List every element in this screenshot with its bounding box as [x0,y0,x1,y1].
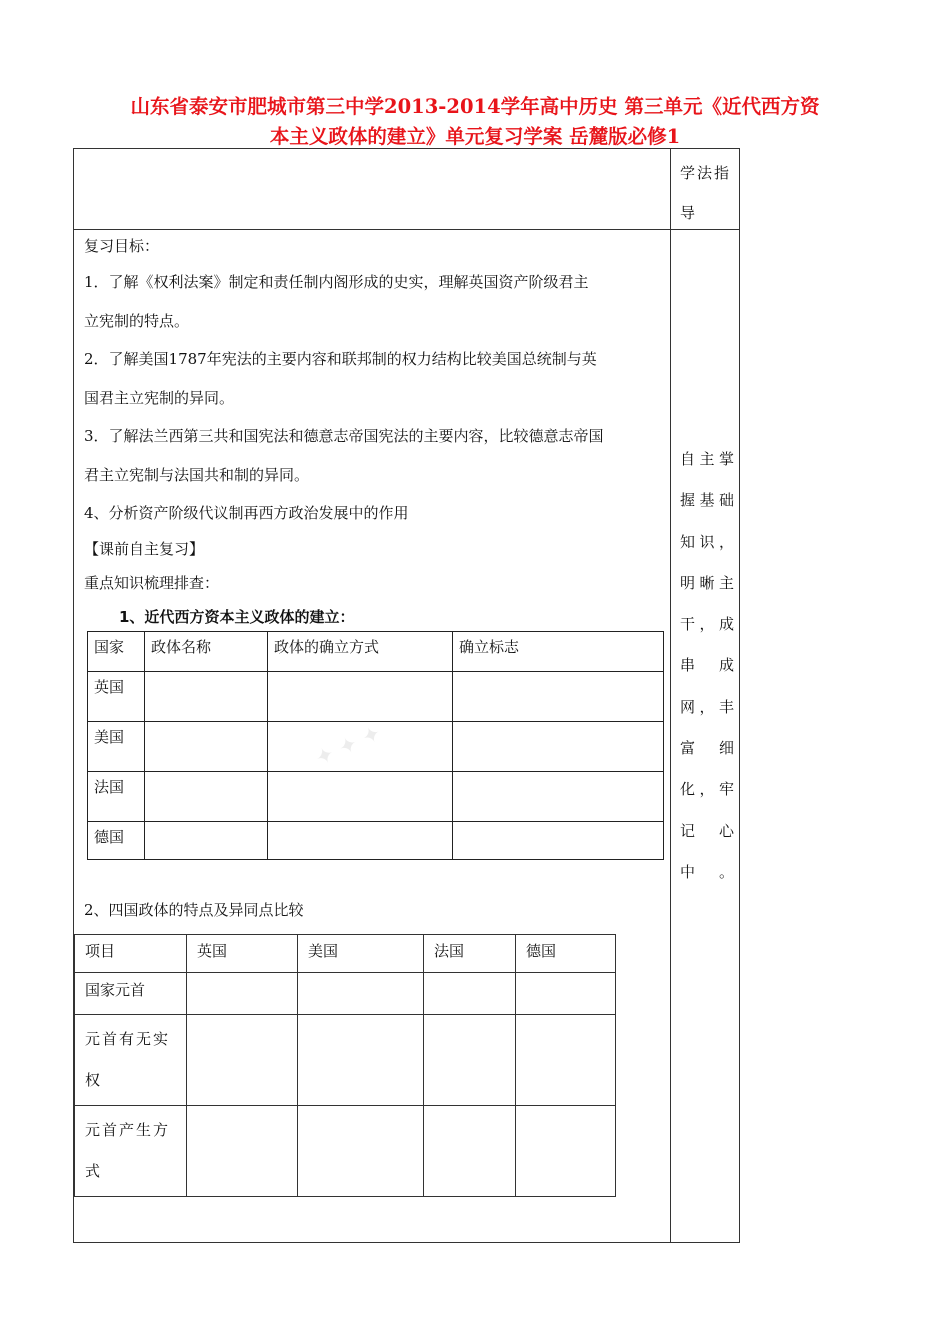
table2-item: 元首产生方式 [75,1106,187,1197]
table1-header-row [88,632,664,672]
goal-3-line-2: 君主立宪制与法国共和制的异同。 [84,466,310,484]
table-cell[interactable] [187,973,298,1015]
table-cell[interactable] [145,822,268,860]
table2-item: 元首有无实权 [75,1015,187,1106]
table-cell[interactable] [516,1015,616,1106]
table1-country: 美国 [88,722,145,772]
table-row [75,973,616,1015]
table1-country: 英国 [88,672,145,722]
table1-header: 政体的确立方式 [268,632,453,672]
table2-header: 德国 [516,935,616,973]
table-cell[interactable] [145,672,268,722]
table2-header: 法国 [424,935,516,973]
table-cell[interactable] [187,1015,298,1106]
table-cell[interactable] [187,1106,298,1197]
watermark: ✦ ✦ ✦ [311,720,386,773]
table1-title: 1、近代西方资本主义政体的建立： [119,608,355,626]
table1-country: 法国 [88,772,145,822]
goal-3-line-1: 3．了解法兰西第三共和国宪法和德意志帝国宪法的主要内容，比较德意志帝国 [84,427,604,445]
table1-header: 国家 [88,632,145,672]
table-cell[interactable] [453,722,664,772]
table-cell[interactable] [298,973,424,1015]
table-cell[interactable] [453,772,664,822]
header-divider [74,229,739,230]
table2-header-row [75,935,616,973]
goal-4: 4、分析资产阶级代议制再西方政治发展中的作用 [84,504,409,522]
table-cell[interactable] [516,1106,616,1197]
guide-header-line-1: 学法指 [680,164,732,182]
table-cell[interactable] [453,822,664,860]
table-cell[interactable] [424,973,516,1015]
table-cell[interactable] [145,772,268,822]
title-line-2: 本主义政体的建立》单元复习学案 岳麓版必修1 [269,125,681,148]
review-heading: 重点知识梳理排查： [84,574,220,592]
table1-country: 德国 [88,822,145,860]
goal-2-line-2: 国君主立宪制的异同。 [84,389,235,407]
preview-heading: 【课前自主复习】 [84,540,205,558]
goal-2-line-1: 2．了解美国1787年宪法的主要内容和联邦制的权力结构比较美国总统制与英 [84,350,597,368]
table-cell[interactable] [268,672,453,722]
table-cell[interactable] [424,1015,516,1106]
table1-header: 确立标志 [453,632,664,672]
table-cell[interactable] [145,722,268,772]
table-cell[interactable] [268,772,453,822]
table2-header: 项目 [75,935,187,973]
table-cell[interactable] [298,1015,424,1106]
title-line-1: 山东省泰安市肥城市第三中学2013-2014学年高中历史 第三单元《近代西方资 [130,95,820,118]
table1-header: 政体名称 [145,632,268,672]
table2-item: 国家元首 [75,973,187,1015]
table-cell[interactable] [298,1106,424,1197]
table-row [88,772,664,822]
goal-1-line-2: 立宪制的特点。 [84,312,190,330]
table2-title: 2、四国政体的特点及异同点比较 [84,901,304,919]
guide-header [680,153,736,233]
document-title [70,92,880,152]
worksheet-frame [73,148,740,1243]
table-row [88,672,664,722]
guide-header-line-2: 导 [680,204,698,222]
table-row [75,1106,616,1197]
comparison-table [74,934,616,1197]
table-row [88,822,664,860]
table-cell[interactable] [453,672,664,722]
table-cell[interactable] [516,973,616,1015]
table2-header: 英国 [187,935,298,973]
table2-header: 美国 [298,935,424,973]
table-row [75,1015,616,1106]
guide-text: 自主掌握基础知识，明晰主干，成串成网，丰富细化，牢记心中。 [680,450,734,881]
table-cell[interactable] [268,822,453,860]
goals-heading: 复习目标： [84,237,160,255]
column-divider [670,149,671,1242]
table-cell[interactable] [424,1106,516,1197]
goal-1-line-1: 1．了解《权利法案》制定和责任制内阁形成的史实，理解英国资产阶级君主 [84,273,589,291]
